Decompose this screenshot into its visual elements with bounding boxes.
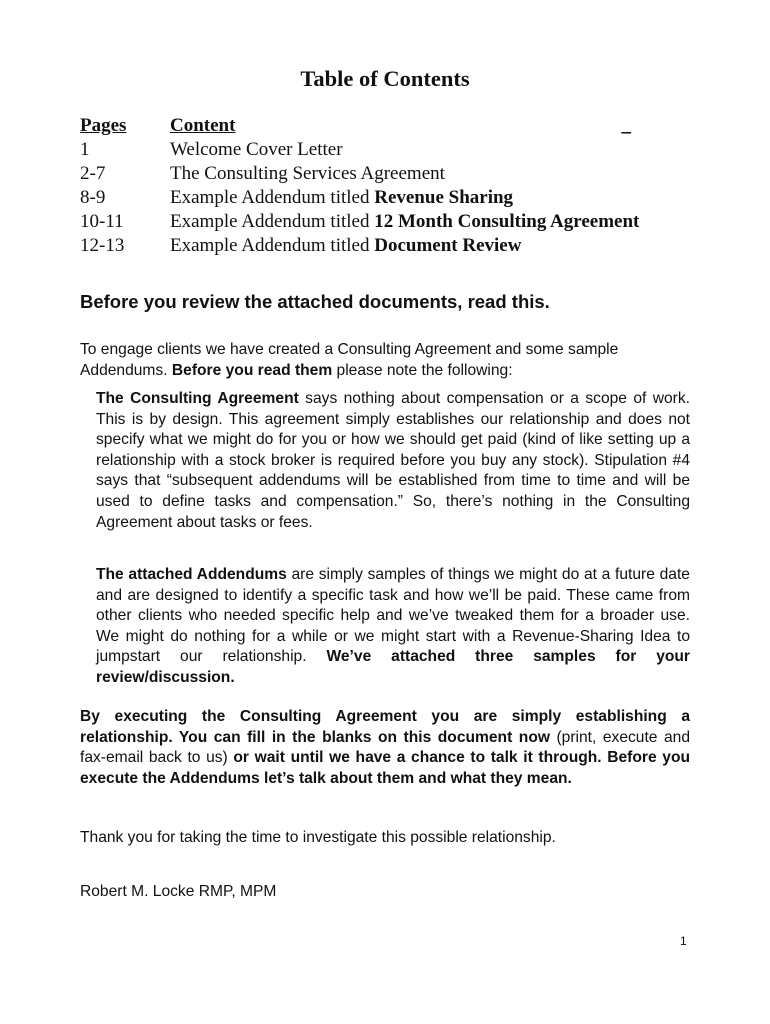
intro-paragraph [80, 340, 690, 381]
toc-row-pages: 10-11 [80, 211, 124, 232]
toc-header-row [80, 114, 680, 138]
toc-row-addendum-title: Document Review [374, 235, 522, 256]
table-of-contents [80, 114, 680, 258]
toc-row-content [170, 210, 680, 234]
toc-row [80, 162, 680, 186]
toc-row-addendum-title: Revenue Sharing [374, 187, 514, 208]
toc-row-pages: 12-13 [80, 235, 125, 256]
toc-row [80, 234, 680, 258]
toc-row-text: Example Addendum titled [170, 235, 375, 256]
toc-header-pages: Pages [80, 115, 127, 136]
intro-bold-1: Before you read them [171, 361, 333, 379]
toc-row-content [170, 162, 680, 186]
executing-bold-1: By executing the Consulting Agreement you are simply establishing a relationship. You can fill in the blanks on this document now [80, 708, 690, 746]
toc-row-content [170, 234, 680, 258]
signature-line: Robert M. Locke RMP, MPM [80, 883, 277, 900]
toc-row-pages: 8-9 [80, 187, 106, 208]
toc-row-text: The Consulting Services Agreement [170, 163, 445, 184]
toc-row-addendum-title: 12 Month Consulting Agreement [374, 211, 640, 232]
addendums-bold-1: The attached Addendums [96, 566, 287, 583]
consulting-bold-1: The Consulting Agreement [96, 390, 299, 407]
executing-paragraph [80, 707, 690, 789]
toc-row-content [170, 186, 680, 210]
consulting-agreement-paragraph [96, 389, 690, 533]
intro-text-1: To engage clients we have created a Consulting Agreement and some sample Addendums. [80, 341, 619, 379]
toc-header-tail: _ [621, 115, 631, 136]
addendums-text-1: are simply samples of things we might do at a future date and are designed to identify a specific task and how we’ll be paid. These came from other clients who needed specific help and we’ve tweaked them for a broader use. We might do nothing for a while or we might start with a Revenue-Sharing Idea to jumpstart our relationship. [96, 566, 690, 666]
addendums-paragraph [96, 565, 690, 689]
toc-row-pages: 1 [80, 139, 90, 160]
executing-bold-2: or wait until we have a chance to talk it through. Before you execute the Addendums let’s talk about them and what they mean. [80, 749, 690, 787]
toc-header-content [170, 114, 680, 138]
consulting-text-1: says nothing about compensation or a scope of work. This is by design. This agreement simply establishes our relationship and does not specify what we might do for you or how we should get paid (kind of like setting up a relationship with a stock broker is required before you buy any stock). Stipulation #4 says that “subsequent addendums will be established from time to time and will be used to define tasks and compensation.” So, there’s nothing in the Consulting Agreement about tasks or fees. [96, 390, 690, 531]
toc-row [80, 138, 680, 162]
page-number: 1 [680, 934, 687, 948]
addendums-bold-2: We’ve attached three samples for your review/discussion. [96, 648, 690, 686]
toc-row-text: Example Addendum titled [170, 211, 375, 232]
toc-row [80, 186, 680, 210]
toc-row-content [170, 138, 680, 162]
executing-text-1: (print, execute and fax-email back to us) [80, 728, 690, 767]
toc-row-text: Welcome Cover Letter [170, 139, 343, 160]
toc-row-text: Example Addendum titled [170, 187, 375, 208]
toc-row-pages: 2-7 [80, 163, 106, 184]
toc-row [80, 210, 680, 234]
intro-text-2: please note the following: [332, 361, 513, 379]
thank-you-paragraph: Thank you for taking the time to investigate this possible relationship. [80, 829, 556, 846]
toc-header-content-label: Content [170, 115, 236, 136]
page-title: Table of Contents [300, 66, 470, 91]
section-heading: Before you review the attached documents, read this. [80, 291, 550, 312]
